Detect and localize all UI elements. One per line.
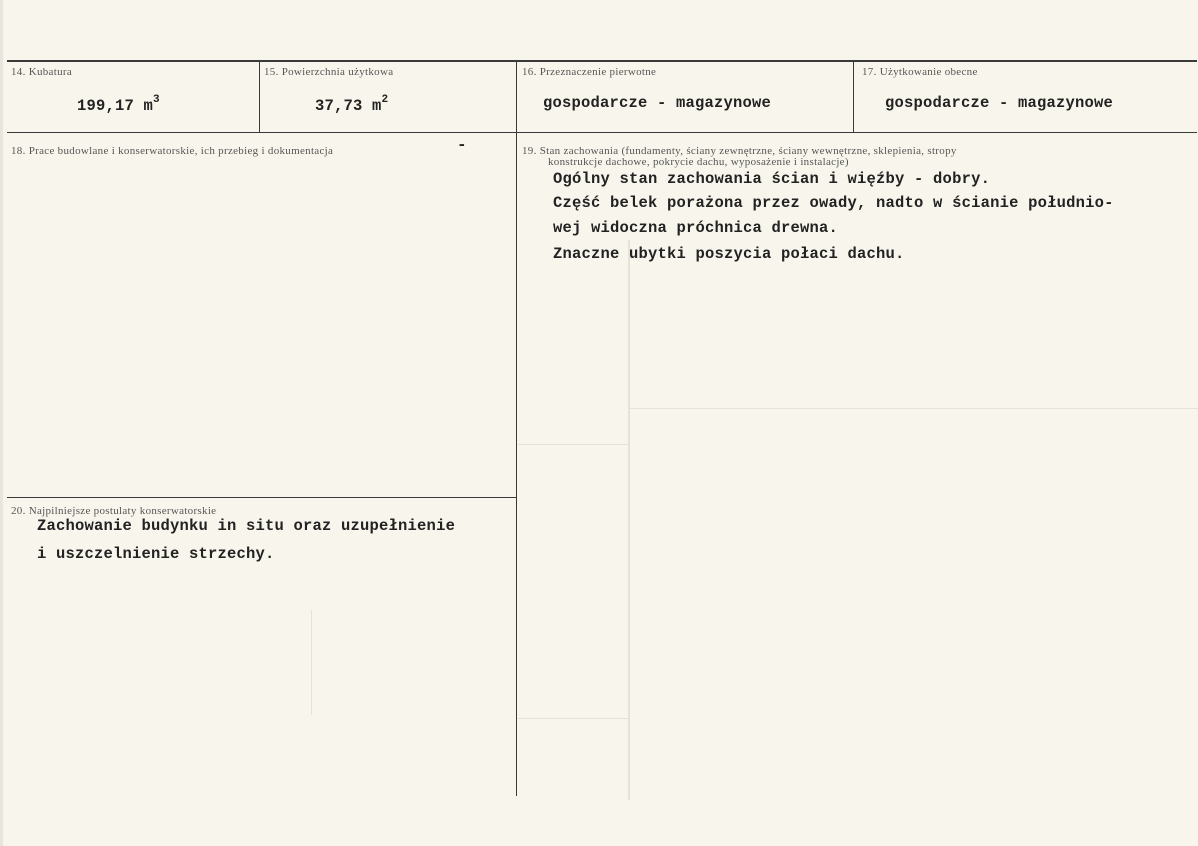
field-label-prace: 18. Prace budowlane i konserwatorskie, ich przebieg i dokumentacja xyxy=(11,145,334,157)
row-divider xyxy=(7,132,1197,133)
field-value-prace: - xyxy=(457,136,467,154)
section-divider xyxy=(7,497,517,498)
column-divider xyxy=(516,61,517,796)
stan-line: Znaczne ubytki poszycia połaci dachu. xyxy=(553,245,905,263)
bleed-through-mark xyxy=(628,408,1198,409)
bleed-through-mark xyxy=(518,444,628,445)
postulat-line: Zachowanie budynku in situ oraz uzupełnienie xyxy=(37,517,456,535)
field-value-przeznaczenie: gospodarcze - magazynowe xyxy=(543,94,772,112)
postulat-line: i uszczelnienie strzechy. xyxy=(37,545,275,563)
field-label-powierzchnia: 15. Powierzchnia użytkowa xyxy=(264,66,394,78)
field-label-uzytkowanie: 17. Użytkowanie obecne xyxy=(862,66,978,78)
field-value-uzytkowanie: gospodarcze - magazynowe xyxy=(885,94,1114,112)
field-label-stan-zachowania-cont: konstrukcje dachowe, pokrycie dachu, wyposażenie i instalacje) xyxy=(548,156,849,168)
field-value-kubatura: 199,17 $m^3$ xyxy=(77,94,160,115)
field-label-przeznaczenie: 16. Przeznaczenie pierwotne xyxy=(522,66,657,78)
stan-line: Część belek porażona przez owady, nadto w ścianie południo- xyxy=(553,194,1114,212)
bleed-through-mark xyxy=(628,240,630,800)
bleed-through-mark xyxy=(518,718,628,719)
field-label-postulaty: 20. Najpilniejsze postulaty konserwatorskie xyxy=(11,505,217,517)
field-label-kubatura: 14. Kubatura xyxy=(11,66,73,78)
stan-line: Ogólny stan zachowania ścian i więźby - dobry. xyxy=(553,170,991,188)
field-label-stan-zachowania: 19. Stan zachowania (fundamenty, ściany zewnętrzne, ściany wewnętrzne, sklepienia, stropy xyxy=(522,145,957,157)
bleed-through-mark xyxy=(311,610,312,715)
field-value-powierzchnia: 37,73 $m^2$ xyxy=(315,94,389,115)
column-divider xyxy=(259,61,260,133)
top-border xyxy=(7,60,1197,62)
column-divider xyxy=(853,61,854,133)
stan-line: wej widoczna próchnica drewna. xyxy=(553,219,839,237)
